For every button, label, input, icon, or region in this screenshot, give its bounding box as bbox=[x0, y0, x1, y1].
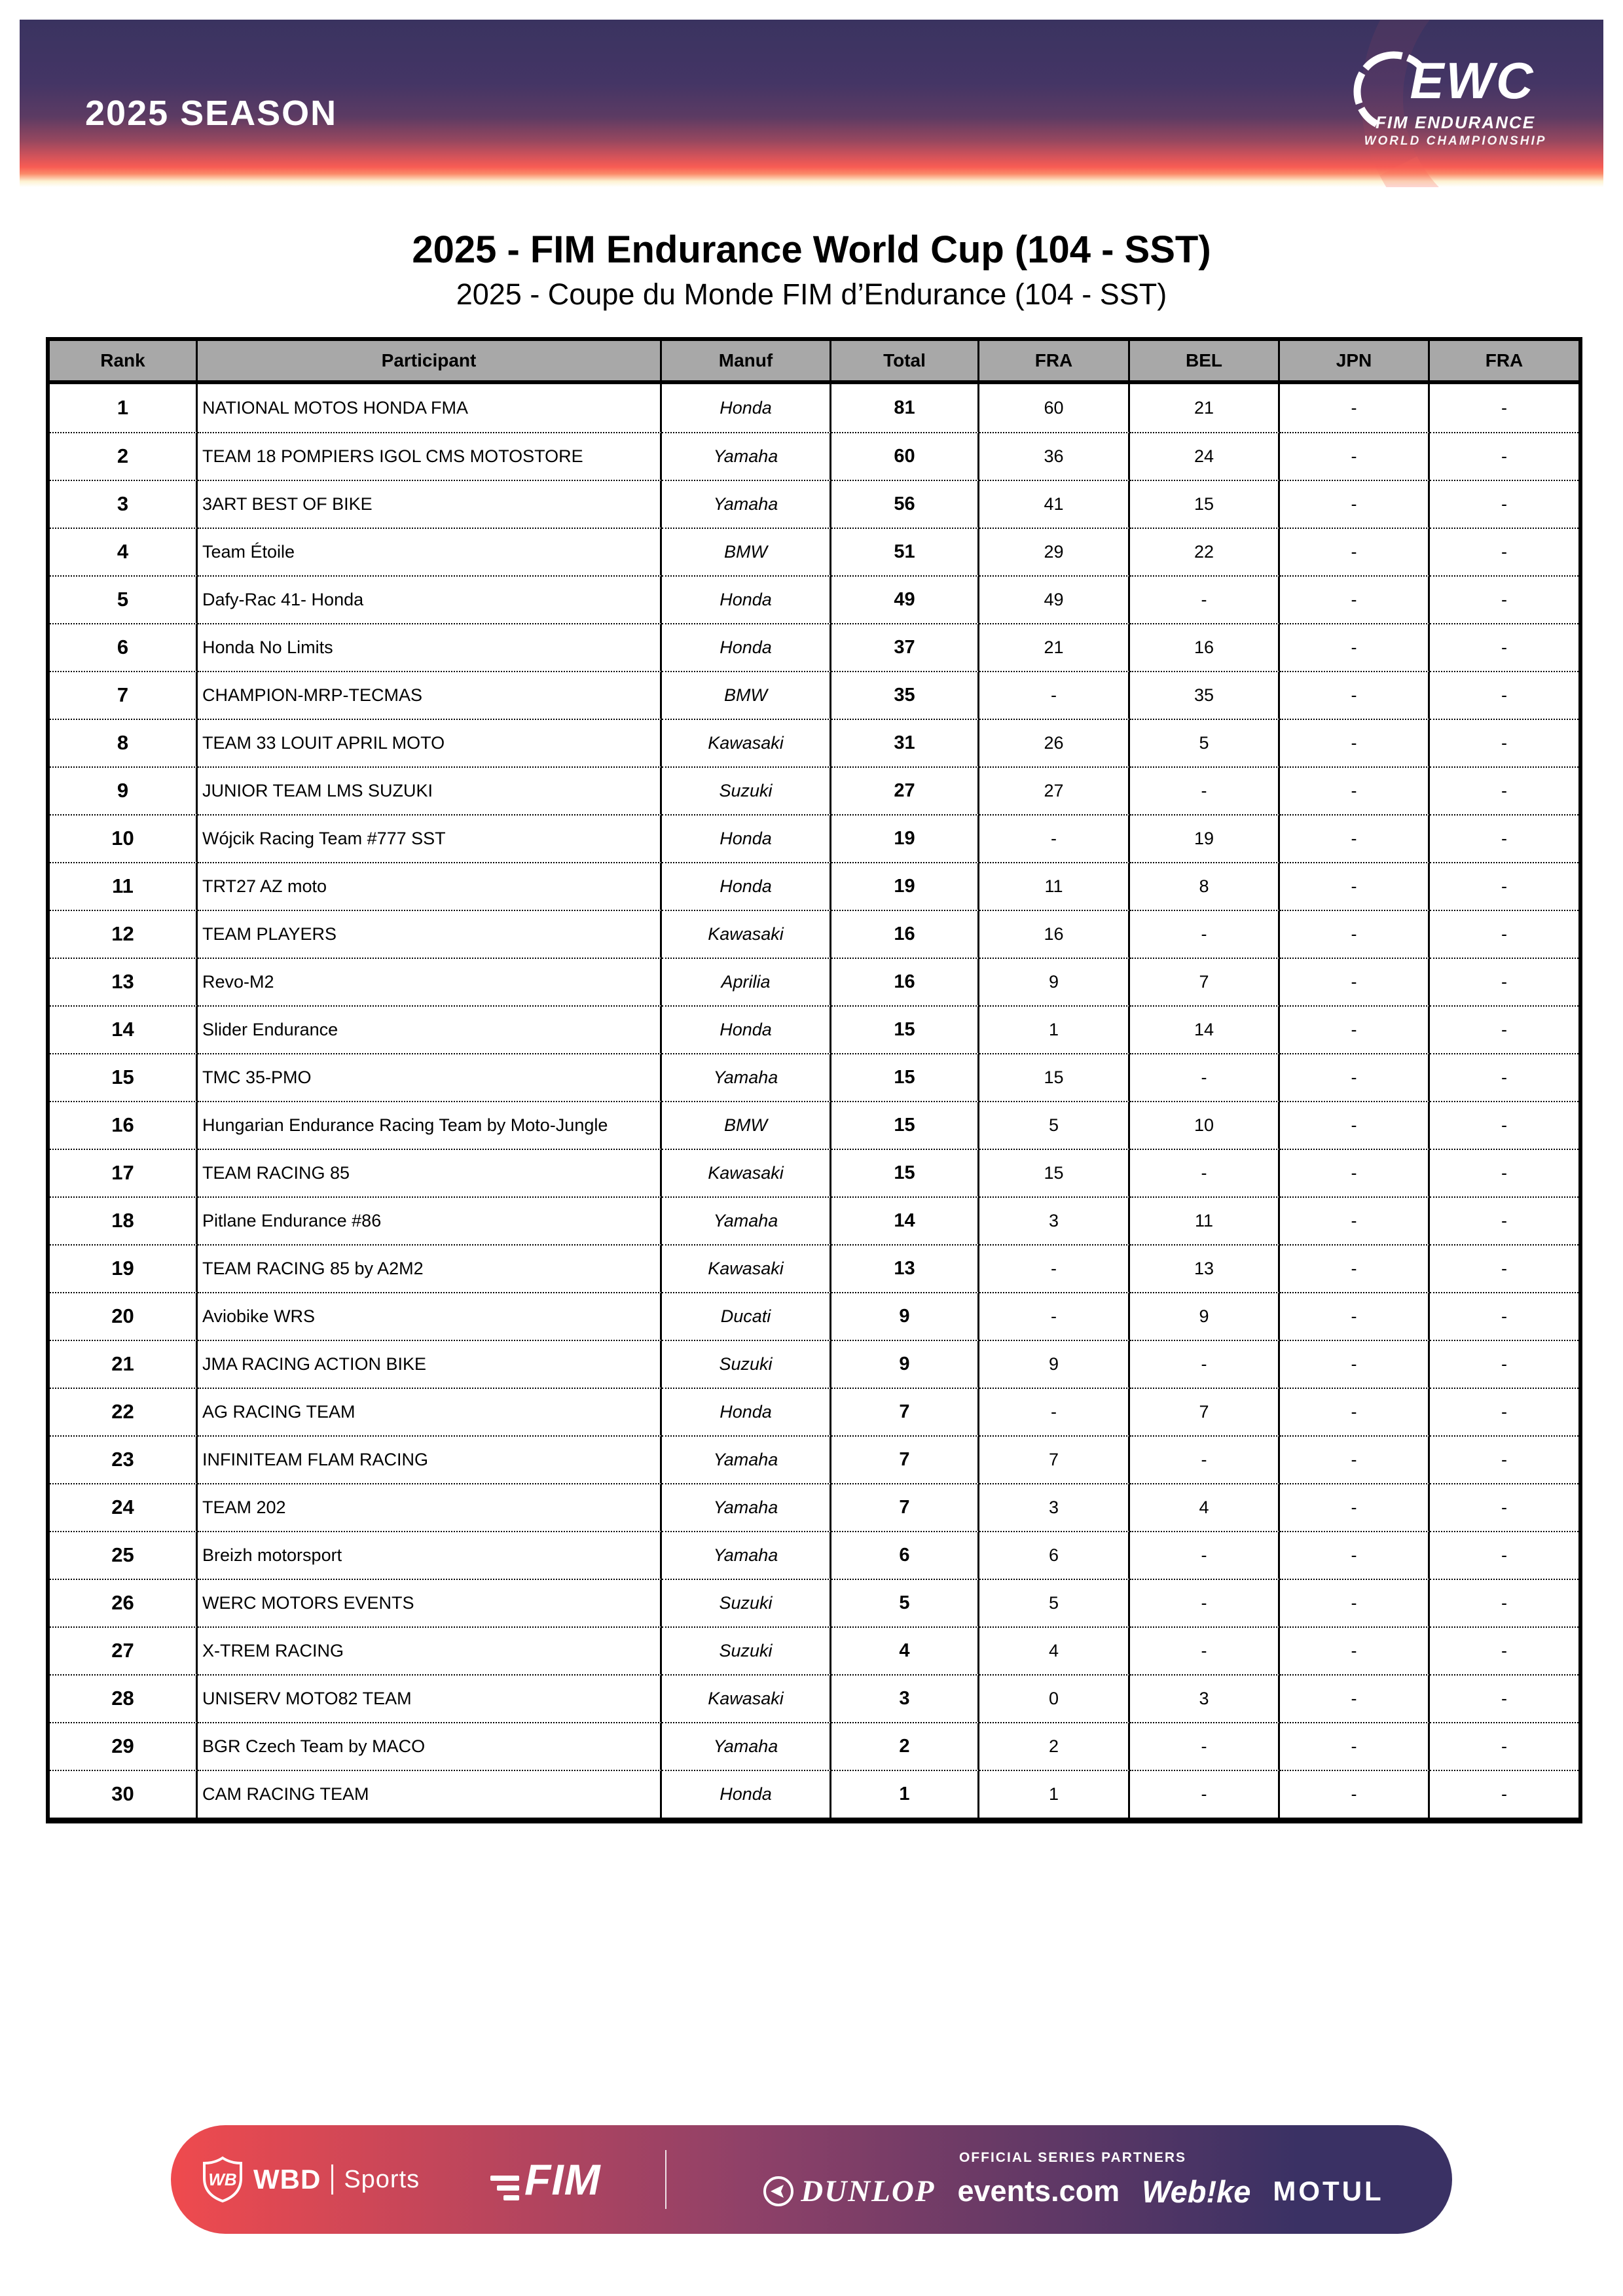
bel-cell: 16 bbox=[1130, 623, 1280, 671]
total-cell: 15 bbox=[831, 1101, 979, 1149]
bel-cell: - bbox=[1130, 1435, 1280, 1483]
fra-cell: 11 bbox=[979, 862, 1130, 910]
participant-cell: TEAM 33 LOUIT APRIL MOTO bbox=[198, 719, 662, 766]
total-cell: 7 bbox=[831, 1483, 979, 1531]
participant-cell: Honda No Limits bbox=[198, 623, 662, 671]
bel-cell: 5 bbox=[1130, 719, 1280, 766]
bel-cell: - bbox=[1130, 1340, 1280, 1388]
jpn-cell: - bbox=[1280, 528, 1430, 575]
participant-cell: Team Étoile bbox=[198, 528, 662, 575]
fra-cell: - bbox=[979, 671, 1130, 719]
manuf-cell: Yamaha bbox=[662, 1722, 831, 1770]
column-header-manuf: Manuf bbox=[662, 341, 831, 384]
total-cell: 6 bbox=[831, 1531, 979, 1579]
fra2-cell: - bbox=[1430, 1196, 1578, 1244]
rank-cell: 3 bbox=[50, 480, 198, 528]
rank-cell: 21 bbox=[50, 1340, 198, 1388]
jpn-cell: - bbox=[1280, 1388, 1430, 1435]
fra-cell: 5 bbox=[979, 1101, 1130, 1149]
fra2-cell: - bbox=[1430, 958, 1578, 1005]
participant-cell: WERC MOTORS EVENTS bbox=[198, 1579, 662, 1626]
participant-cell: X-TREM RACING bbox=[198, 1626, 662, 1674]
bel-cell: - bbox=[1130, 575, 1280, 623]
participant-cell: TRT27 AZ moto bbox=[198, 862, 662, 910]
motul-logo: MOTUL bbox=[1273, 2176, 1384, 2206]
manuf-cell: Aprilia bbox=[662, 958, 831, 1005]
rank-cell: 17 bbox=[50, 1149, 198, 1196]
rank-cell: 15 bbox=[50, 1053, 198, 1101]
fra2-cell: - bbox=[1430, 910, 1578, 958]
dunlop-arrow-icon bbox=[761, 2174, 795, 2208]
total-cell: 16 bbox=[831, 958, 979, 1005]
fra2-cell: - bbox=[1430, 1053, 1578, 1101]
bel-cell: 4 bbox=[1130, 1483, 1280, 1531]
jpn-cell: - bbox=[1280, 575, 1430, 623]
dunlop-wordmark: DUNLOP bbox=[801, 2174, 936, 2208]
fra2-cell: - bbox=[1430, 1770, 1578, 1818]
rank-cell: 14 bbox=[50, 1005, 198, 1053]
manuf-cell: Kawasaki bbox=[662, 719, 831, 766]
fra-cell: 3 bbox=[979, 1483, 1130, 1531]
fra-cell: 0 bbox=[979, 1674, 1130, 1722]
fra-cell: 3 bbox=[979, 1196, 1130, 1244]
column-header-participant: Participant bbox=[198, 341, 662, 384]
bel-cell: - bbox=[1130, 1722, 1280, 1770]
bel-cell: 14 bbox=[1130, 1005, 1280, 1053]
participant-cell: TMC 35-PMO bbox=[198, 1053, 662, 1101]
rank-cell: 19 bbox=[50, 1244, 198, 1292]
jpn-cell: - bbox=[1280, 432, 1430, 480]
participant-cell: Dafy-Rac 41- Honda bbox=[198, 575, 662, 623]
fra-cell: 2 bbox=[979, 1722, 1130, 1770]
fra2-cell: - bbox=[1430, 1244, 1578, 1292]
fim-wordmark: FIM bbox=[524, 2155, 601, 2204]
fra2-cell: - bbox=[1430, 1483, 1578, 1531]
rank-cell: 7 bbox=[50, 671, 198, 719]
total-cell: 19 bbox=[831, 814, 979, 862]
manuf-cell: Honda bbox=[662, 862, 831, 910]
manuf-cell: BMW bbox=[662, 528, 831, 575]
rank-cell: 30 bbox=[50, 1770, 198, 1818]
rank-cell: 23 bbox=[50, 1435, 198, 1483]
fra2-cell: - bbox=[1430, 1292, 1578, 1340]
jpn-cell: - bbox=[1280, 1674, 1430, 1722]
fim-stripes-icon bbox=[490, 2176, 519, 2200]
jpn-cell: - bbox=[1280, 1292, 1430, 1340]
bel-cell: - bbox=[1130, 766, 1280, 814]
participant-cell: Revo-M2 bbox=[198, 958, 662, 1005]
rank-cell: 4 bbox=[50, 528, 198, 575]
fra-cell: 41 bbox=[979, 480, 1130, 528]
participant-cell: Breizh motorsport bbox=[198, 1531, 662, 1579]
bel-cell: - bbox=[1130, 1626, 1280, 1674]
total-cell: 14 bbox=[831, 1196, 979, 1244]
participant-cell: Wójcik Racing Team #777 SST bbox=[198, 814, 662, 862]
participant-cell: CHAMPION-MRP-TECMAS bbox=[198, 671, 662, 719]
column-header-bel: BEL bbox=[1130, 341, 1280, 384]
fra-cell: 36 bbox=[979, 432, 1130, 480]
manuf-cell: Honda bbox=[662, 1388, 831, 1435]
jpn-cell: - bbox=[1280, 384, 1430, 432]
total-cell: 37 bbox=[831, 623, 979, 671]
rank-cell: 2 bbox=[50, 432, 198, 480]
participant-cell: CAM RACING TEAM bbox=[198, 1770, 662, 1818]
rank-cell: 25 bbox=[50, 1531, 198, 1579]
jpn-cell: - bbox=[1280, 623, 1430, 671]
manuf-cell: Kawasaki bbox=[662, 910, 831, 958]
jpn-cell: - bbox=[1280, 958, 1430, 1005]
fra2-cell: - bbox=[1430, 1340, 1578, 1388]
fra-cell: 4 bbox=[979, 1626, 1130, 1674]
jpn-cell: - bbox=[1280, 862, 1430, 910]
manuf-cell: Kawasaki bbox=[662, 1244, 831, 1292]
fra-cell: 26 bbox=[979, 719, 1130, 766]
participant-cell: TEAM 18 POMPIERS IGOL CMS MOTOSTORE bbox=[198, 432, 662, 480]
fra-cell: 29 bbox=[979, 528, 1130, 575]
jpn-cell: - bbox=[1280, 1579, 1430, 1626]
column-header-rank: Rank bbox=[50, 341, 198, 384]
fra-cell: - bbox=[979, 1388, 1130, 1435]
rank-cell: 20 bbox=[50, 1292, 198, 1340]
footer-banner bbox=[171, 2125, 1452, 2234]
fra-cell: 60 bbox=[979, 384, 1130, 432]
fra-cell: 6 bbox=[979, 1531, 1130, 1579]
ewc-wordmark: EWC bbox=[1410, 52, 1535, 109]
jpn-cell: - bbox=[1280, 1483, 1430, 1531]
footer-divider-line bbox=[665, 2150, 666, 2209]
rank-cell: 11 bbox=[50, 862, 198, 910]
fra-cell: 15 bbox=[979, 1053, 1130, 1101]
fra-cell: 9 bbox=[979, 958, 1130, 1005]
column-header-fra: FRA bbox=[979, 341, 1130, 384]
events-com-logo: events.com bbox=[957, 2174, 1120, 2208]
total-cell: 1 bbox=[831, 1770, 979, 1818]
fra2-cell: - bbox=[1430, 480, 1578, 528]
total-cell: 49 bbox=[831, 575, 979, 623]
wb-shield-icon bbox=[202, 2156, 243, 2203]
header-banner bbox=[20, 20, 1603, 187]
manuf-cell: Yamaha bbox=[662, 1531, 831, 1579]
total-cell: 19 bbox=[831, 862, 979, 910]
jpn-cell: - bbox=[1280, 1053, 1430, 1101]
total-cell: 4 bbox=[831, 1626, 979, 1674]
manuf-cell: Yamaha bbox=[662, 1435, 831, 1483]
wbd-sports-logo bbox=[202, 2125, 420, 2234]
fra-cell: 21 bbox=[979, 623, 1130, 671]
participant-cell: Slider Endurance bbox=[198, 1005, 662, 1053]
fra2-cell: - bbox=[1430, 671, 1578, 719]
standings-table bbox=[46, 337, 1582, 1823]
jpn-cell: - bbox=[1280, 1722, 1430, 1770]
manuf-cell: Kawasaki bbox=[662, 1674, 831, 1722]
manuf-cell: Kawasaki bbox=[662, 1149, 831, 1196]
rank-cell: 29 bbox=[50, 1722, 198, 1770]
manuf-cell: BMW bbox=[662, 1101, 831, 1149]
bel-cell: 11 bbox=[1130, 1196, 1280, 1244]
total-cell: 2 bbox=[831, 1722, 979, 1770]
fim-logo bbox=[490, 2125, 601, 2234]
manuf-cell: Honda bbox=[662, 814, 831, 862]
rank-cell: 22 bbox=[50, 1388, 198, 1435]
total-cell: 35 bbox=[831, 671, 979, 719]
manuf-cell: Suzuki bbox=[662, 1626, 831, 1674]
participant-cell: TEAM RACING 85 by A2M2 bbox=[198, 1244, 662, 1292]
bel-cell: 21 bbox=[1130, 384, 1280, 432]
bel-cell: 7 bbox=[1130, 958, 1280, 1005]
manuf-cell: Yamaha bbox=[662, 1483, 831, 1531]
participant-cell: Pitlane Endurance #86 bbox=[198, 1196, 662, 1244]
total-cell: 7 bbox=[831, 1435, 979, 1483]
dunlop-logo bbox=[761, 2174, 935, 2209]
total-cell: 31 bbox=[831, 719, 979, 766]
participant-cell: TEAM PLAYERS bbox=[198, 910, 662, 958]
bel-cell: 22 bbox=[1130, 528, 1280, 575]
rank-cell: 28 bbox=[50, 1674, 198, 1722]
rank-cell: 16 bbox=[50, 1101, 198, 1149]
fra2-cell: - bbox=[1430, 1531, 1578, 1579]
jpn-cell: - bbox=[1280, 1626, 1430, 1674]
manuf-cell: Ducati bbox=[662, 1292, 831, 1340]
partners-row bbox=[761, 2174, 1383, 2210]
partners-group bbox=[714, 2125, 1431, 2234]
bel-cell: 15 bbox=[1130, 480, 1280, 528]
jpn-cell: - bbox=[1280, 1149, 1430, 1196]
rank-cell: 5 bbox=[50, 575, 198, 623]
rank-cell: 8 bbox=[50, 719, 198, 766]
participant-cell: 3ART BEST OF BIKE bbox=[198, 480, 662, 528]
fra-cell: - bbox=[979, 814, 1130, 862]
fra2-cell: - bbox=[1430, 432, 1578, 480]
total-cell: 9 bbox=[831, 1340, 979, 1388]
jpn-cell: - bbox=[1280, 814, 1430, 862]
jpn-cell: - bbox=[1280, 719, 1430, 766]
fra2-cell: - bbox=[1430, 528, 1578, 575]
fra2-cell: - bbox=[1430, 623, 1578, 671]
bel-cell: 24 bbox=[1130, 432, 1280, 480]
total-cell: 51 bbox=[831, 528, 979, 575]
fra2-cell: - bbox=[1430, 1674, 1578, 1722]
rank-cell: 1 bbox=[50, 384, 198, 432]
bel-cell: 7 bbox=[1130, 1388, 1280, 1435]
total-cell: 13 bbox=[831, 1244, 979, 1292]
jpn-cell: - bbox=[1280, 1770, 1430, 1818]
manuf-cell: Yamaha bbox=[662, 1196, 831, 1244]
wbd-wordmark: WBD bbox=[253, 2164, 321, 2195]
ewc-line1: FIM ENDURANCE bbox=[1375, 113, 1536, 132]
rank-cell: 18 bbox=[50, 1196, 198, 1244]
rank-cell: 9 bbox=[50, 766, 198, 814]
jpn-cell: - bbox=[1280, 1340, 1430, 1388]
fra2-cell: - bbox=[1501, 398, 1507, 418]
total-cell: 81 bbox=[831, 384, 979, 432]
ewc-logo bbox=[1344, 52, 1567, 170]
participant-cell: BGR Czech Team by MACO bbox=[198, 1722, 662, 1770]
fra-cell: - bbox=[979, 1292, 1130, 1340]
fra-cell: 49 bbox=[979, 575, 1130, 623]
bel-cell: 19 bbox=[1130, 814, 1280, 862]
bel-cell: - bbox=[1130, 1579, 1280, 1626]
manuf-cell: Yamaha bbox=[662, 480, 831, 528]
fra2-cell: - bbox=[1430, 1579, 1578, 1626]
total-cell: 9 bbox=[831, 1292, 979, 1340]
bel-cell: 10 bbox=[1130, 1101, 1280, 1149]
jpn-cell: - bbox=[1280, 1435, 1430, 1483]
manuf-cell: Suzuki bbox=[662, 1579, 831, 1626]
rank-cell: 26 bbox=[50, 1579, 198, 1626]
jpn-cell: - bbox=[1280, 671, 1430, 719]
fra-cell: 27 bbox=[979, 766, 1130, 814]
participant-cell: Hungarian Endurance Racing Team by Moto-Jungle bbox=[198, 1101, 662, 1149]
total-cell: 5 bbox=[831, 1579, 979, 1626]
fra2-cell: - bbox=[1430, 1435, 1578, 1483]
participant-cell: INFINITEAM FLAM RACING bbox=[198, 1435, 662, 1483]
webike-logo: Web!ke bbox=[1142, 2174, 1251, 2209]
manuf-cell: Honda bbox=[662, 1005, 831, 1053]
manuf-cell: Honda bbox=[662, 575, 831, 623]
fra-cell: 7 bbox=[979, 1435, 1130, 1483]
participant-cell: AG RACING TEAM bbox=[198, 1388, 662, 1435]
rank-cell: 24 bbox=[50, 1483, 198, 1531]
total-cell: 16 bbox=[831, 910, 979, 958]
ewc-line2: WORLD CHAMPIONSHIP bbox=[1364, 134, 1547, 148]
rank-cell: 12 bbox=[50, 910, 198, 958]
manuf-cell: Honda bbox=[662, 623, 831, 671]
bel-cell: 13 bbox=[1130, 1244, 1280, 1292]
fra2-cell: - bbox=[1430, 1626, 1578, 1674]
total-cell: 56 bbox=[831, 480, 979, 528]
jpn-cell: - bbox=[1280, 1101, 1430, 1149]
bel-cell: - bbox=[1130, 1770, 1280, 1818]
fra-cell: - bbox=[979, 1244, 1130, 1292]
participant-cell: JUNIOR TEAM LMS SUZUKI bbox=[198, 766, 662, 814]
fra2-cell: - bbox=[1430, 1722, 1578, 1770]
bel-cell: - bbox=[1130, 910, 1280, 958]
manuf-cell: BMW bbox=[662, 671, 831, 719]
manuf-cell: Honda bbox=[662, 384, 831, 432]
page-title: 2025 - FIM Endurance World Cup (104 - SST) bbox=[412, 228, 1211, 271]
jpn-cell: - bbox=[1280, 1244, 1430, 1292]
bel-cell: 35 bbox=[1130, 671, 1280, 719]
manuf-cell: Yamaha bbox=[662, 432, 831, 480]
manuf-cell: Yamaha bbox=[662, 1053, 831, 1101]
fra2-cell: - bbox=[1430, 1005, 1578, 1053]
jpn-cell: - bbox=[1280, 1531, 1430, 1579]
bel-cell: 9 bbox=[1130, 1292, 1280, 1340]
fra-cell: 1 bbox=[979, 1005, 1130, 1053]
participant-cell: NATIONAL MOTOS HONDA FMA bbox=[198, 384, 662, 432]
participant-cell: Aviobike WRS bbox=[198, 1292, 662, 1340]
bel-cell: - bbox=[1130, 1149, 1280, 1196]
manuf-cell: Suzuki bbox=[662, 1340, 831, 1388]
fra-cell: 1 bbox=[979, 1770, 1130, 1818]
fra2-cell: - bbox=[1430, 766, 1578, 814]
fra2-cell: - bbox=[1430, 862, 1578, 910]
total-cell: 7 bbox=[831, 1388, 979, 1435]
total-cell: 27 bbox=[831, 766, 979, 814]
fra2-cell: - bbox=[1430, 1149, 1578, 1196]
participant-cell: JMA RACING ACTION BIKE bbox=[198, 1340, 662, 1388]
fra-cell: 9 bbox=[979, 1340, 1130, 1388]
column-header-jpn: JPN bbox=[1280, 341, 1430, 384]
season-title: 2025 SEASON bbox=[85, 94, 338, 133]
fra2-cell: - bbox=[1430, 1388, 1578, 1435]
page-subtitle: 2025 - Coupe du Monde FIM d’Endurance (104 - SST) bbox=[456, 278, 1167, 311]
sports-wordmark: Sports bbox=[344, 2165, 420, 2193]
fra-cell: 16 bbox=[979, 910, 1130, 958]
total-cell: 15 bbox=[831, 1005, 979, 1053]
rank-cell: 13 bbox=[50, 958, 198, 1005]
svg-text:WB: WB bbox=[208, 2170, 237, 2189]
total-cell: 3 bbox=[831, 1674, 979, 1722]
bel-cell: - bbox=[1130, 1053, 1280, 1101]
participant-cell: TEAM RACING 85 bbox=[198, 1149, 662, 1196]
rank-cell: 27 bbox=[50, 1626, 198, 1674]
fra-cell: 15 bbox=[979, 1149, 1130, 1196]
jpn-cell: - bbox=[1280, 1005, 1430, 1053]
jpn-cell: - bbox=[1280, 910, 1430, 958]
total-cell: 15 bbox=[831, 1149, 979, 1196]
total-cell: 60 bbox=[831, 432, 979, 480]
total-cell: 15 bbox=[831, 1053, 979, 1101]
wbd-divider-bar bbox=[331, 2164, 333, 2195]
fra2-cell: - bbox=[1430, 719, 1578, 766]
fra2-cell: - bbox=[1430, 1101, 1578, 1149]
jpn-cell: - bbox=[1280, 1196, 1430, 1244]
bel-cell: 8 bbox=[1130, 862, 1280, 910]
fra2-cell: - bbox=[1430, 575, 1578, 623]
participant-cell: TEAM 202 bbox=[198, 1483, 662, 1531]
jpn-cell: - bbox=[1280, 766, 1430, 814]
rank-cell: 6 bbox=[50, 623, 198, 671]
bel-cell: - bbox=[1130, 1531, 1280, 1579]
fra2-cell: - bbox=[1430, 814, 1578, 862]
fra-cell: 5 bbox=[979, 1579, 1130, 1626]
partners-label: OFFICIAL SERIES PARTNERS bbox=[958, 2149, 1187, 2165]
manuf-cell: Suzuki bbox=[662, 766, 831, 814]
jpn-cell: - bbox=[1280, 480, 1430, 528]
column-header-fra2: FRA bbox=[1430, 341, 1578, 384]
rank-cell: 10 bbox=[50, 814, 198, 862]
participant-cell: UNISERV MOTO82 TEAM bbox=[198, 1674, 662, 1722]
column-header-total: Total bbox=[831, 341, 979, 384]
bel-cell: 3 bbox=[1130, 1674, 1280, 1722]
manuf-cell: Honda bbox=[662, 1770, 831, 1818]
